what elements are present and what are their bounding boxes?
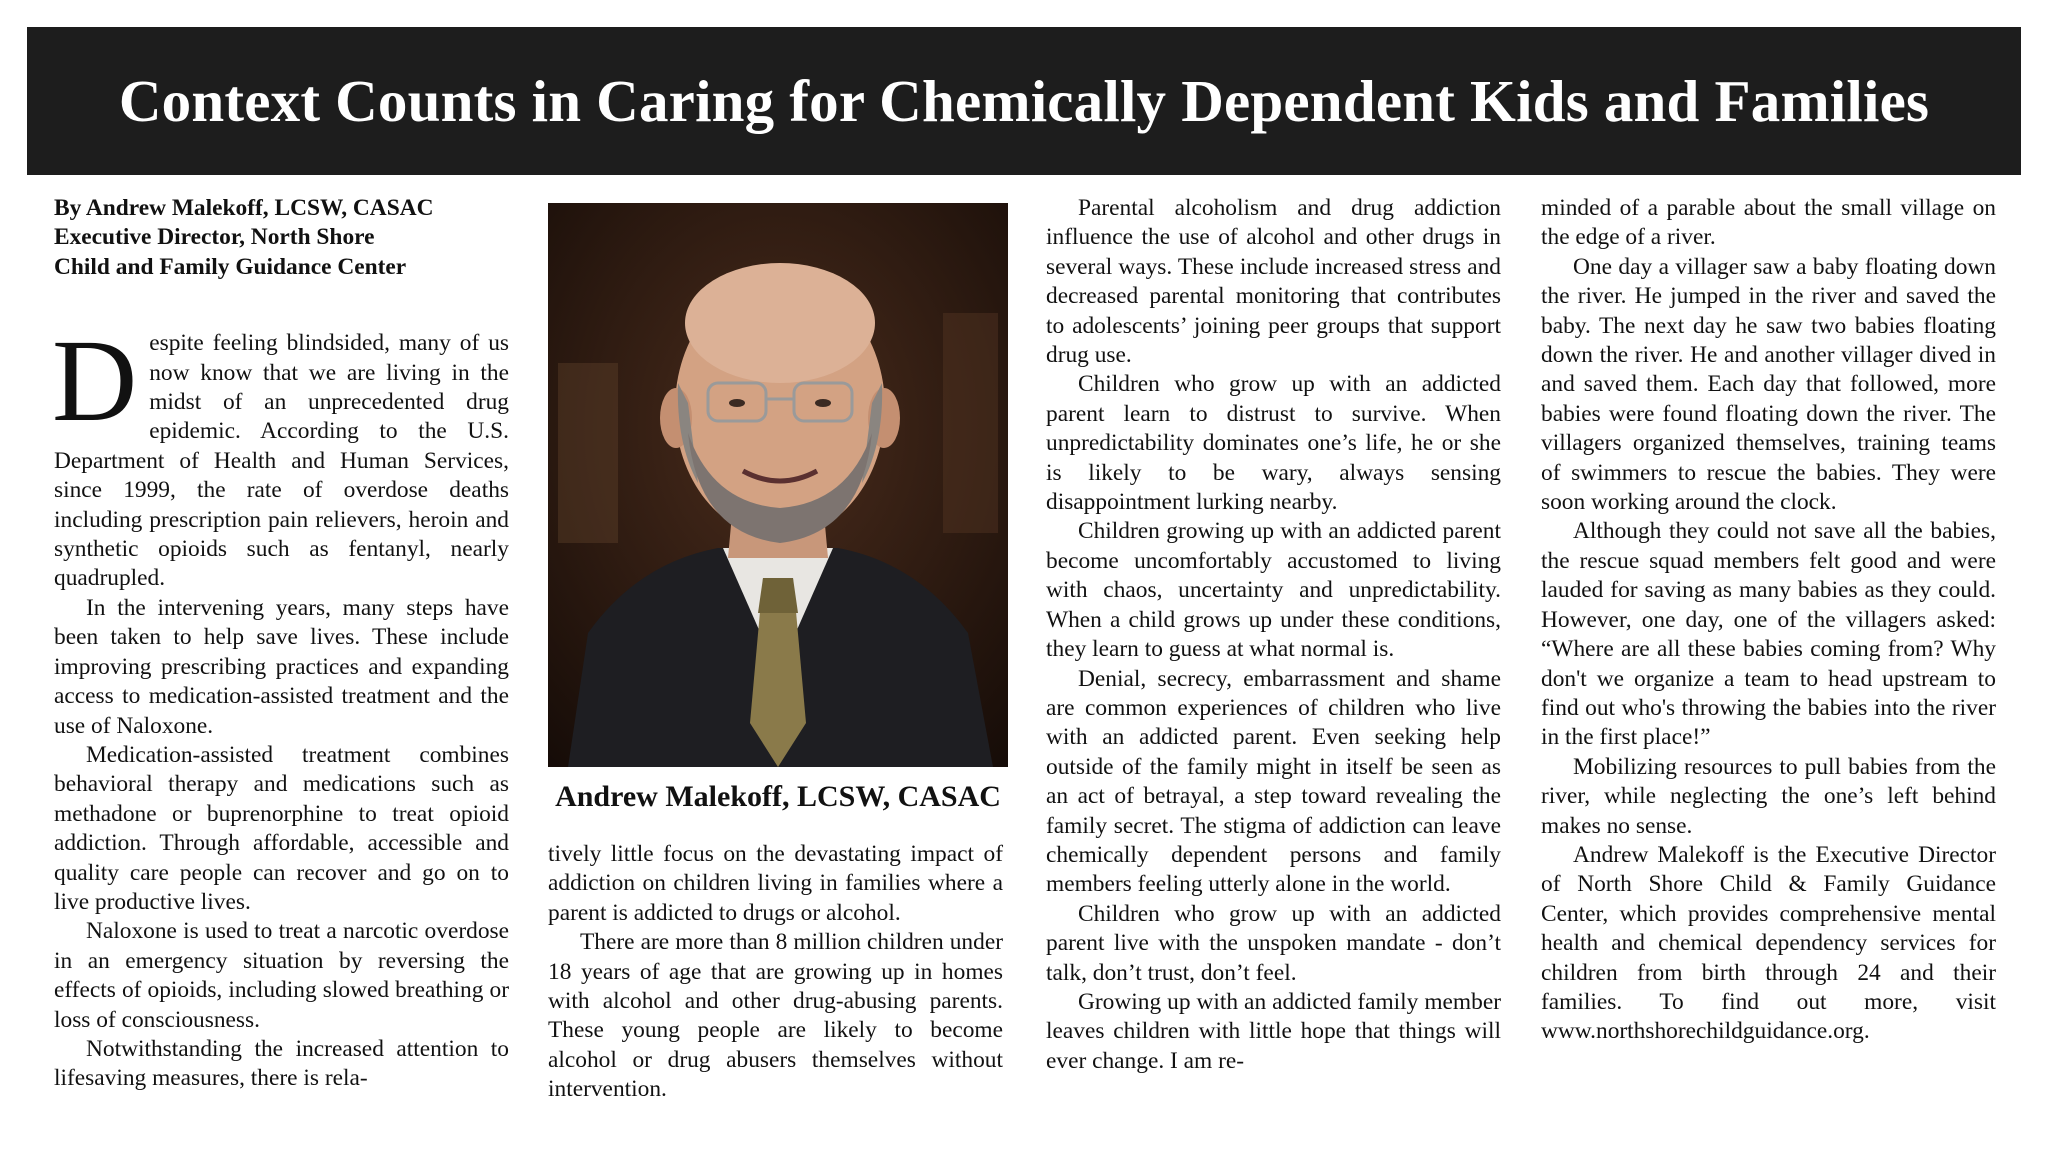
article-paragraph: Medication-assisted treatment combines behavioral therapy and medications such as methadone or buprenorphine to treat opioid addiction. Through affordable, accessible and quality care people can recover and go on to live productive lives. — [54, 741, 509, 915]
headline: Context Counts in Caring for Chemically Dependent Kids and Families — [118, 67, 1930, 134]
byline-organization: Child and Family Guidance Center — [54, 253, 407, 280]
article-column-1 — [54, 194, 509, 1094]
article-paragraph: tively little focus on the devastating impact of addiction on children living in families where a parent is addicted to drugs or alcohol. — [548, 841, 1003, 926]
article-paragraph: Mobilizing resources to pull babies from the river, while neglecting the one’s left behind makes no sense. — [1541, 753, 1996, 839]
article-column-4 — [1541, 194, 1996, 1047]
article-paragraph: One day a villager saw a baby floating down the river. He jumped in the river and saved the baby. The next day he saw two babies floating down the river. He and another villager dived in and saved them. Each day that followed, more babies were found floating down the river. The villagers organized themselves, training teams of swimmers to rescue the babies. They were soon working around the clock. — [1541, 253, 1996, 516]
article-paragraph: Naloxone is used to treat a narcotic overdose in an emergency situation by reversing the effects of opioids, including slowed breathing or loss of consciousness. — [54, 918, 509, 1033]
article-column-3 — [1046, 194, 1501, 1076]
article-paragraph: Although they could not save all the babies, the rescue squad members felt good and were lauded for saving as many babies as they could. However, one day, one of the villagers asked: “Where are all these babies coming from? Why don't we organize a team to head upstream to find out who's throwing the babies into the river in the first place!” — [1541, 518, 1996, 751]
byline-title: Executive Director, North Shore — [54, 224, 375, 251]
drop-cap: D — [52, 315, 138, 447]
portrait-illustration — [548, 203, 1008, 767]
article-paragraph: There are more than 8 million children under 18 years of age that are growing up in homes with alcohol and other drug-abusing parents. These young people are likely to become alcohol or drug abusers themselves without intervention. — [548, 929, 1003, 1103]
article-paragraph: Notwithstanding the increased attention to lifesaving measures, there is rela- — [54, 1035, 509, 1092]
article-paragraph: Children who grow up with an addicted parent live with the unspoken mandate - don’t talk, don’t trust, don’t feel. — [1046, 900, 1501, 986]
byline-author: By Andrew Malekoff, LCSW, CASAC — [54, 195, 434, 221]
article-paragraph: Children growing up with an addicted parent become uncomfortably accustomed to living with chaos, uncertainty and unpredictability. When a child grows up under these conditions, they learn to guess at what normal is. — [1046, 518, 1501, 663]
article-column-2 — [548, 840, 1003, 1105]
article-paragraph: Parental alcoholism and drug addiction influence the use of alcohol and other drugs in several ways. These include increased stress and decreased parental monitoring that contributes to adolescents’ joining peer groups that support drug use. — [1046, 195, 1501, 369]
headline-banner — [27, 27, 2021, 175]
article-paragraph: In the intervening years, many steps have been taken to help save lives. These include improving prescribing practices and expanding access to medication-assisted treatment and the use of Naloxone. — [54, 594, 509, 739]
author-bio: Andrew Malekoff is the Executive Director of North Shore Child & Family Guidance Center, which provides comprehensive mental health and chemical dependency services for children from birth through 24 and their families. To find out more, visit www.northshorechildguidance.org. — [1541, 841, 1996, 1045]
article-paragraph: Despite feeling blindsided, many of us now know that we are living in the midst of an unprecedented drug epidemic. According to the U.S. Department of Health and Human Services, since 1999, the rate of overdose deaths including prescription pain relievers, heroin and synthetic opioids such as fentanyl, nearly quadrupled. — [52, 315, 509, 592]
photo-caption: Andrew Malekoff, LCSW, CASAC — [555, 780, 1001, 813]
byline — [54, 194, 509, 282]
article-paragraph: Denial, secrecy, embarrassment and shame are common experiences of children who live with an addicted parent. Even seeking help outside of the family might in itself be seen as an act of betrayal, a step toward revealing the family secret. The stigma of addiction can leave chemically dependent persons and family members feeling utterly alone in the world. — [1046, 665, 1501, 898]
article-paragraph: minded of a parable about the small village on the edge of a river. — [1541, 195, 1996, 251]
author-photo — [548, 203, 1008, 767]
article-paragraph: Children who grow up with an addicted parent learn to distrust to survive. When unpredictability dominates one’s life, he or she is likely to be wary, always sensing disappointment lurking nearby. — [1046, 371, 1501, 516]
article-paragraph: Growing up with an addicted family member leaves children with little hope that things will ever change. I am re- — [1046, 988, 1501, 1074]
